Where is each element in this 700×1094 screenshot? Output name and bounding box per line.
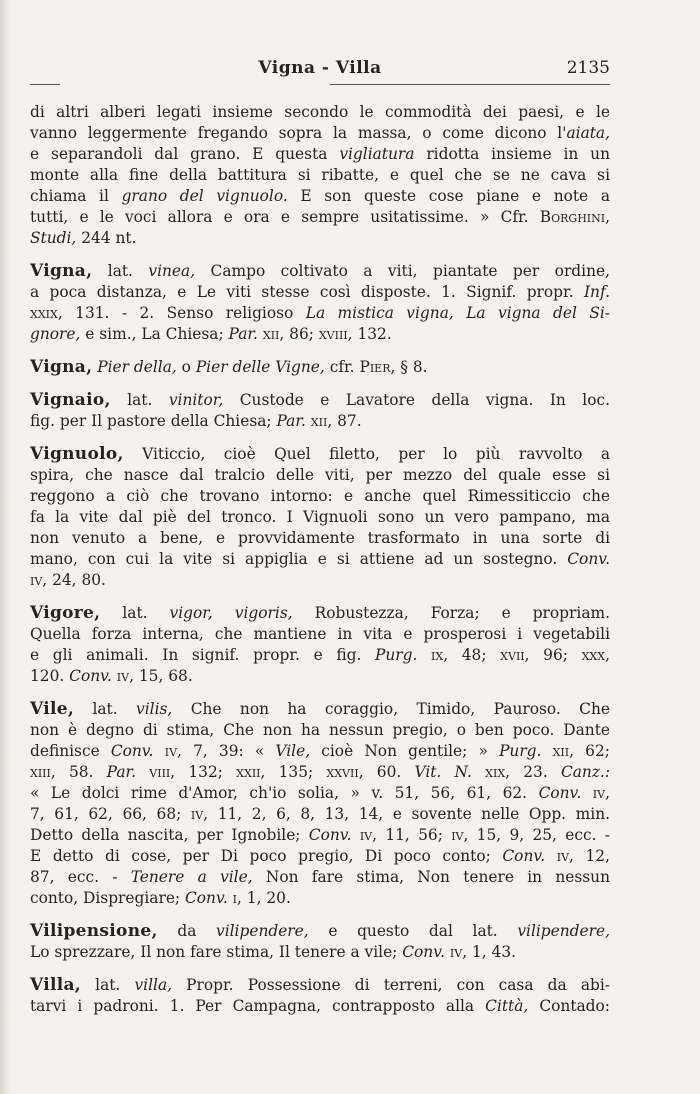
entry-vile — [30, 699, 610, 909]
text-line: di altri alberi legati insieme secondo le commodità dei paesi, e le — [30, 103, 610, 121]
text-line: definisce Conv. iv, 7, 39: « Vile, cioè Non gentile; » Purg. xii, 62; — [30, 742, 610, 760]
text-line: xiii, 58. Par. viii, 132; xxii, 135; xxvii, 60. Vit. N. xix, 23. Canz.: — [30, 763, 611, 781]
text-line: Vignaio, lat. vinitor, Custode e Lavatore della vigna. In loc. — [30, 390, 610, 410]
text-line: 120. Conv. iv, 15, 68. — [30, 667, 193, 685]
text-line: monte alla fine della battitura si ribatte, e quel che se ne cava si — [30, 166, 610, 184]
text-line: fig. per Il pastore della Chiesa; Par. xii, 87. — [30, 412, 362, 430]
text-line: e gli animali. In signif. propr. e fig. Purg. ix, 48; xvii, 96; xxx, — [30, 646, 610, 664]
headword: Vigore, — [30, 603, 101, 623]
text-line: xxix, 131. - 2. Senso religioso La mistica vigna, La vigna del Si- — [30, 304, 610, 322]
text-line: Lo sprezzare, Il non fare stima, Il tenere a vile; Conv. iv, 1, 43. — [30, 943, 517, 961]
text-line: Vilipensione, da vilipendere, e questo dal lat. vilipendere, — [30, 921, 610, 941]
text-line: 7, 61, 62, 66, 68; iv, 11, 2, 6, 8, 13, 14, e sovente nelle Opp. min. — [30, 805, 611, 823]
headword: Villa, — [30, 975, 81, 995]
header-title: Vigna - Villa — [258, 58, 382, 78]
dictionary-body — [30, 102, 610, 1017]
headword: Vigna, — [30, 357, 93, 377]
entry-vignuolo — [30, 444, 610, 591]
entry-continuation — [30, 102, 610, 249]
text-line: gnore, e sim., La Chiesa; Par. xii, 86; xviii, 132. — [30, 325, 392, 343]
text-line: reggono a ciò che trovano intorno: e anche quel Rimessiticcio che — [30, 487, 610, 505]
header-rule-right — [330, 84, 610, 85]
text-line: mano, con cui la vite si appiglia e si attiene ad un sostegno. Conv. — [30, 550, 610, 568]
headword: Vilipensione, — [30, 921, 158, 941]
headword: Vigna, — [30, 261, 93, 281]
header-rule-left — [30, 84, 60, 85]
text-line: spira, che nasce dal tralcio delle viti, per mezzo del quale esse si — [30, 466, 610, 484]
text-line: Quella forza interna, che mantiene in vita e prosperosi i vegetabili — [30, 625, 610, 643]
entry-vigore — [30, 603, 610, 687]
text-line: Studi, 244 nt. — [30, 229, 137, 247]
text-line: fa la vite dal piè del tronco. I Vignuoli sono un vero pampano, ma — [30, 508, 610, 526]
text-line: « Le dolci rime d'Amor, ch'io solia, » v. 51, 56, 61, 62. Conv. iv, — [30, 784, 610, 802]
entry-vilipensione — [30, 921, 610, 963]
page-number: 2135 — [566, 58, 610, 78]
text-line: conto, Dispregiare; Conv. i, 1, 20. — [30, 889, 291, 907]
text-line: Vigore, lat. vigor, vigoris, Robustezza, Forza; e propriam. — [30, 603, 610, 623]
text-line: non è degno di stima, Che non ha nessun pregio, o ben poco. Dante — [30, 721, 610, 739]
text-line: Vigna, Pier della, o Pier delle Vigne, cfr. Pier, § 8. — [30, 357, 428, 377]
headword: Vignaio, — [30, 390, 111, 410]
text-line: non venuto a bene, e provvidamente trasformato in una sorte di — [30, 529, 610, 547]
entry-vignaio — [30, 390, 610, 432]
text-line: Vile, lat. vilis, Che non ha coraggio, Timido, Pauroso. Che — [30, 699, 610, 719]
text-line: Villa, lat. villa, Propr. Possessione di terreni, con casa da abi- — [30, 975, 610, 995]
dictionary-page — [30, 58, 610, 1029]
text-line: vanno leggermente fregando sopra la massa, o come dicono l'aiata, — [30, 124, 610, 142]
text-line: e separandoli dal grano. E questa vigliatura ridotta insieme in un — [30, 145, 611, 163]
text-line: iv, 24, 80. — [30, 571, 106, 589]
text-line: Detto della nascita, per Ignobile; Conv. iv, 11, 56; iv, 15, 9, 25, ecc. - — [30, 826, 610, 844]
text-line: Vignuolo, Viticcio, cioè Quel filetto, per lo più ravvolto a — [30, 444, 610, 464]
text-line: E detto di cose, per Di poco pregio, Di poco conto; Conv. iv, 12, — [30, 847, 610, 865]
text-line: Vigna, lat. vinea, Campo coltivato a viti, piantate per ordine, — [30, 261, 610, 281]
page-edge-shadow — [0, 0, 10, 1094]
headword: Vignuolo, — [30, 444, 124, 464]
running-header — [30, 58, 610, 86]
text-line: chiama il grano del vignuolo. E son queste cose piane e note a — [30, 187, 610, 205]
text-line: tarvi i padroni. 1. Per Campagna, contrapposto alla Città, Contado: — [30, 997, 610, 1015]
entry-villa — [30, 975, 610, 1017]
entry-vigna-pier — [30, 357, 610, 378]
text-line: 87, ecc. - Tenere a vile, Non fare stima, Non tenere in nessun — [30, 868, 610, 886]
entry-vigna — [30, 261, 610, 345]
headword: Vile, — [30, 699, 75, 719]
text-line: a poca distanza, e Le viti stesse così disposte. 1. Signif. propr. Inf. — [30, 283, 610, 301]
text-line: tutti, e le voci allora e ora e sempre usitatissime. » Cfr. Borghini, — [30, 208, 610, 226]
